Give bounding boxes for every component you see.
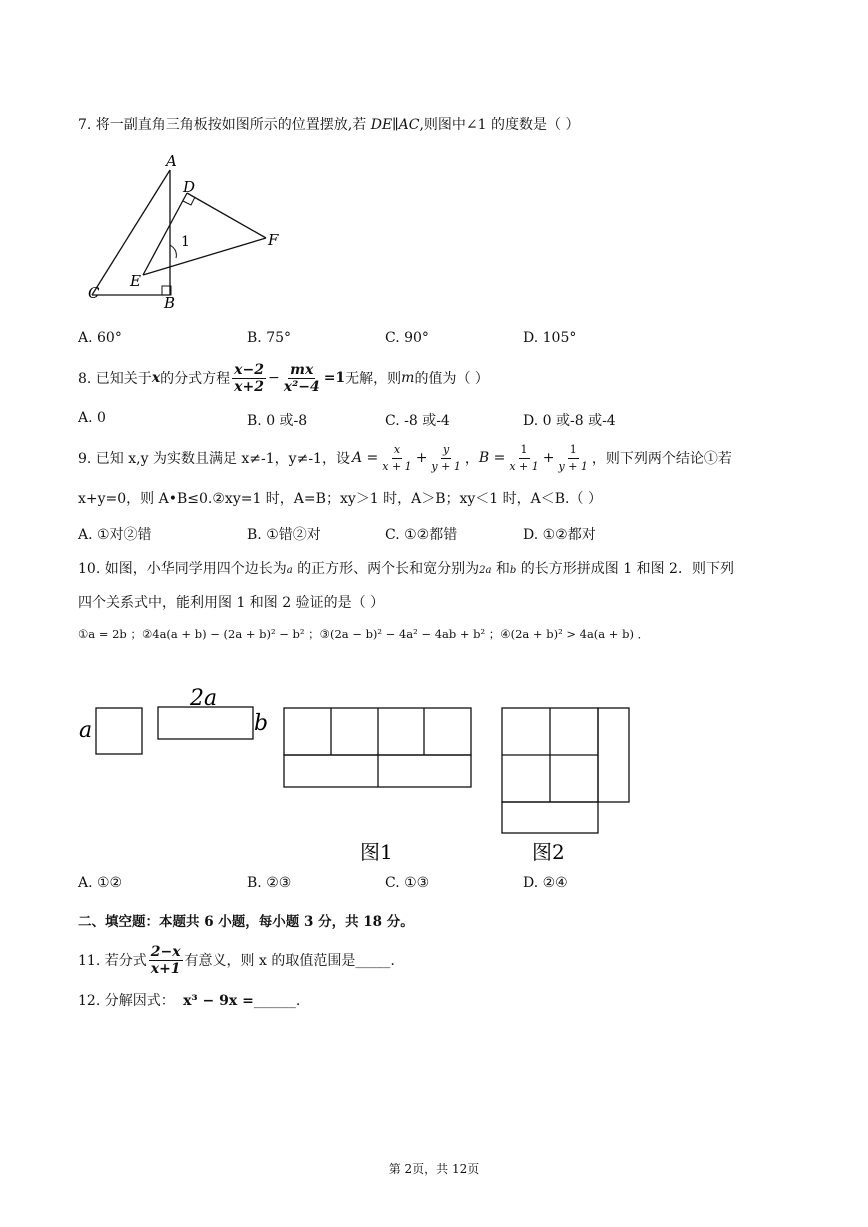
q10-option-b[interactable]: B. ②③ <box>247 875 292 891</box>
page-footer: 第 2页，共 12页 <box>388 1162 480 1176</box>
q8-option-a[interactable]: A. 0 <box>78 410 106 426</box>
q9-option-b[interactable]: B. ①错②对 <box>247 527 321 543</box>
q8-option-b[interactable]: B. 0 或-8 <box>247 413 308 429</box>
q9-stem-line2: x+y=0，则 A•B≤0.②xy=1 时，A=B；xy＞1 时，A＞B；xy＜1 时，A＜B.（ ） <box>78 491 602 507</box>
q10-stem-line1: 10. 如图，小华同学用四个边长为a 的正方形、两个长和宽分别为2a 和b 的长方形拼成图 1 和图 2．则下列 <box>78 561 734 577</box>
label-B: B <box>164 294 176 312</box>
fig-label-2a: 2a <box>190 686 218 711</box>
q9-stem-line1: 9. 已知 x,y 为实数且满足 x≠-1，y≠-1，设 A = $\frac{x}{x + 1}$ + $\frac{y}{y + 1}$ ， B = $\frac{1}{x + 1}$ + $\frac{1}{y + 1}$ ，则下列两个结论①若 <box>78 442 732 473</box>
label-F: F <box>268 231 279 249</box>
q10-relations: ①a = 2b ；②4a(a + b) − (2a + b)² − b² ；③(2a − b)² − 4a² − 4ab + b² ；④(2a + b)² > 4a(a + b) ． <box>78 627 650 641</box>
q7-option-c[interactable]: C. 90° <box>385 330 429 346</box>
q9-option-d[interactable]: D. ①②都对 <box>523 527 596 543</box>
q7-option-a[interactable]: A. 60° <box>78 330 122 346</box>
label-A: A <box>166 152 177 170</box>
q10-stem-line2: 四个关系式中，能利用图 1 和图 2 验证的是（ ） <box>78 595 385 611</box>
fig1-caption: 图1 <box>360 840 393 864</box>
q10-option-c[interactable]: C. ①③ <box>385 875 430 891</box>
q10-option-d[interactable]: D. ②④ <box>523 875 568 891</box>
q11-stem: 11. 若分式 $\frac{2-x}{x+1}$ 有意义，则 x 的取值范围是_____. <box>78 943 395 977</box>
q10-figure <box>76 685 636 865</box>
q10-option-a[interactable]: A. ①② <box>78 875 123 891</box>
q8-stem: 8. 已知关于 x 的分式方程 $\frac{x-2}{x+2}$ − $\frac{mx}{\text{x²−4}}$ =1 无解，则 m 的值为（ ） <box>78 361 489 395</box>
q8-fraction-1: $\frac{x-2}{x+2}$ <box>234 361 264 395</box>
q9-option-a[interactable]: A. ①对②错 <box>78 527 152 543</box>
q9-option-c[interactable]: C. ①②都错 <box>385 527 458 543</box>
fig-label-a: a <box>79 718 93 743</box>
q7-option-b[interactable]: B. 75° <box>247 330 292 346</box>
q8-fraction-2: $\frac{mx}{\text{x²−4}}$ <box>283 361 320 395</box>
label-E: E <box>130 272 141 290</box>
q11-fraction: $\frac{2-x}{x+1}$ <box>150 943 181 977</box>
fig-label-b: b <box>254 711 269 736</box>
q12-stem: 12. 分解因式： x³ − 9x =______. <box>78 993 301 1009</box>
q7-option-d[interactable]: D. 105° <box>523 330 577 346</box>
q7-triangle-figure <box>80 150 300 315</box>
q7-stem: 7. 将一副直角三角板按如图所示的位置摆放,若 DE∥AC,则图中∠1 的度数是（ ） <box>78 117 580 133</box>
q8-option-c[interactable]: C. -8 或-4 <box>385 413 450 429</box>
label-D: D <box>183 178 196 196</box>
fig2-caption: 图2 <box>532 840 565 864</box>
label-C: C <box>88 284 100 302</box>
q8-option-d[interactable]: D. 0 或-8 或-4 <box>523 413 616 429</box>
section-2-heading: 二、填空题：本题共 6 小题，每小题 3 分，共 18 分。 <box>78 914 414 930</box>
label-angle-1: 1 <box>181 234 190 250</box>
